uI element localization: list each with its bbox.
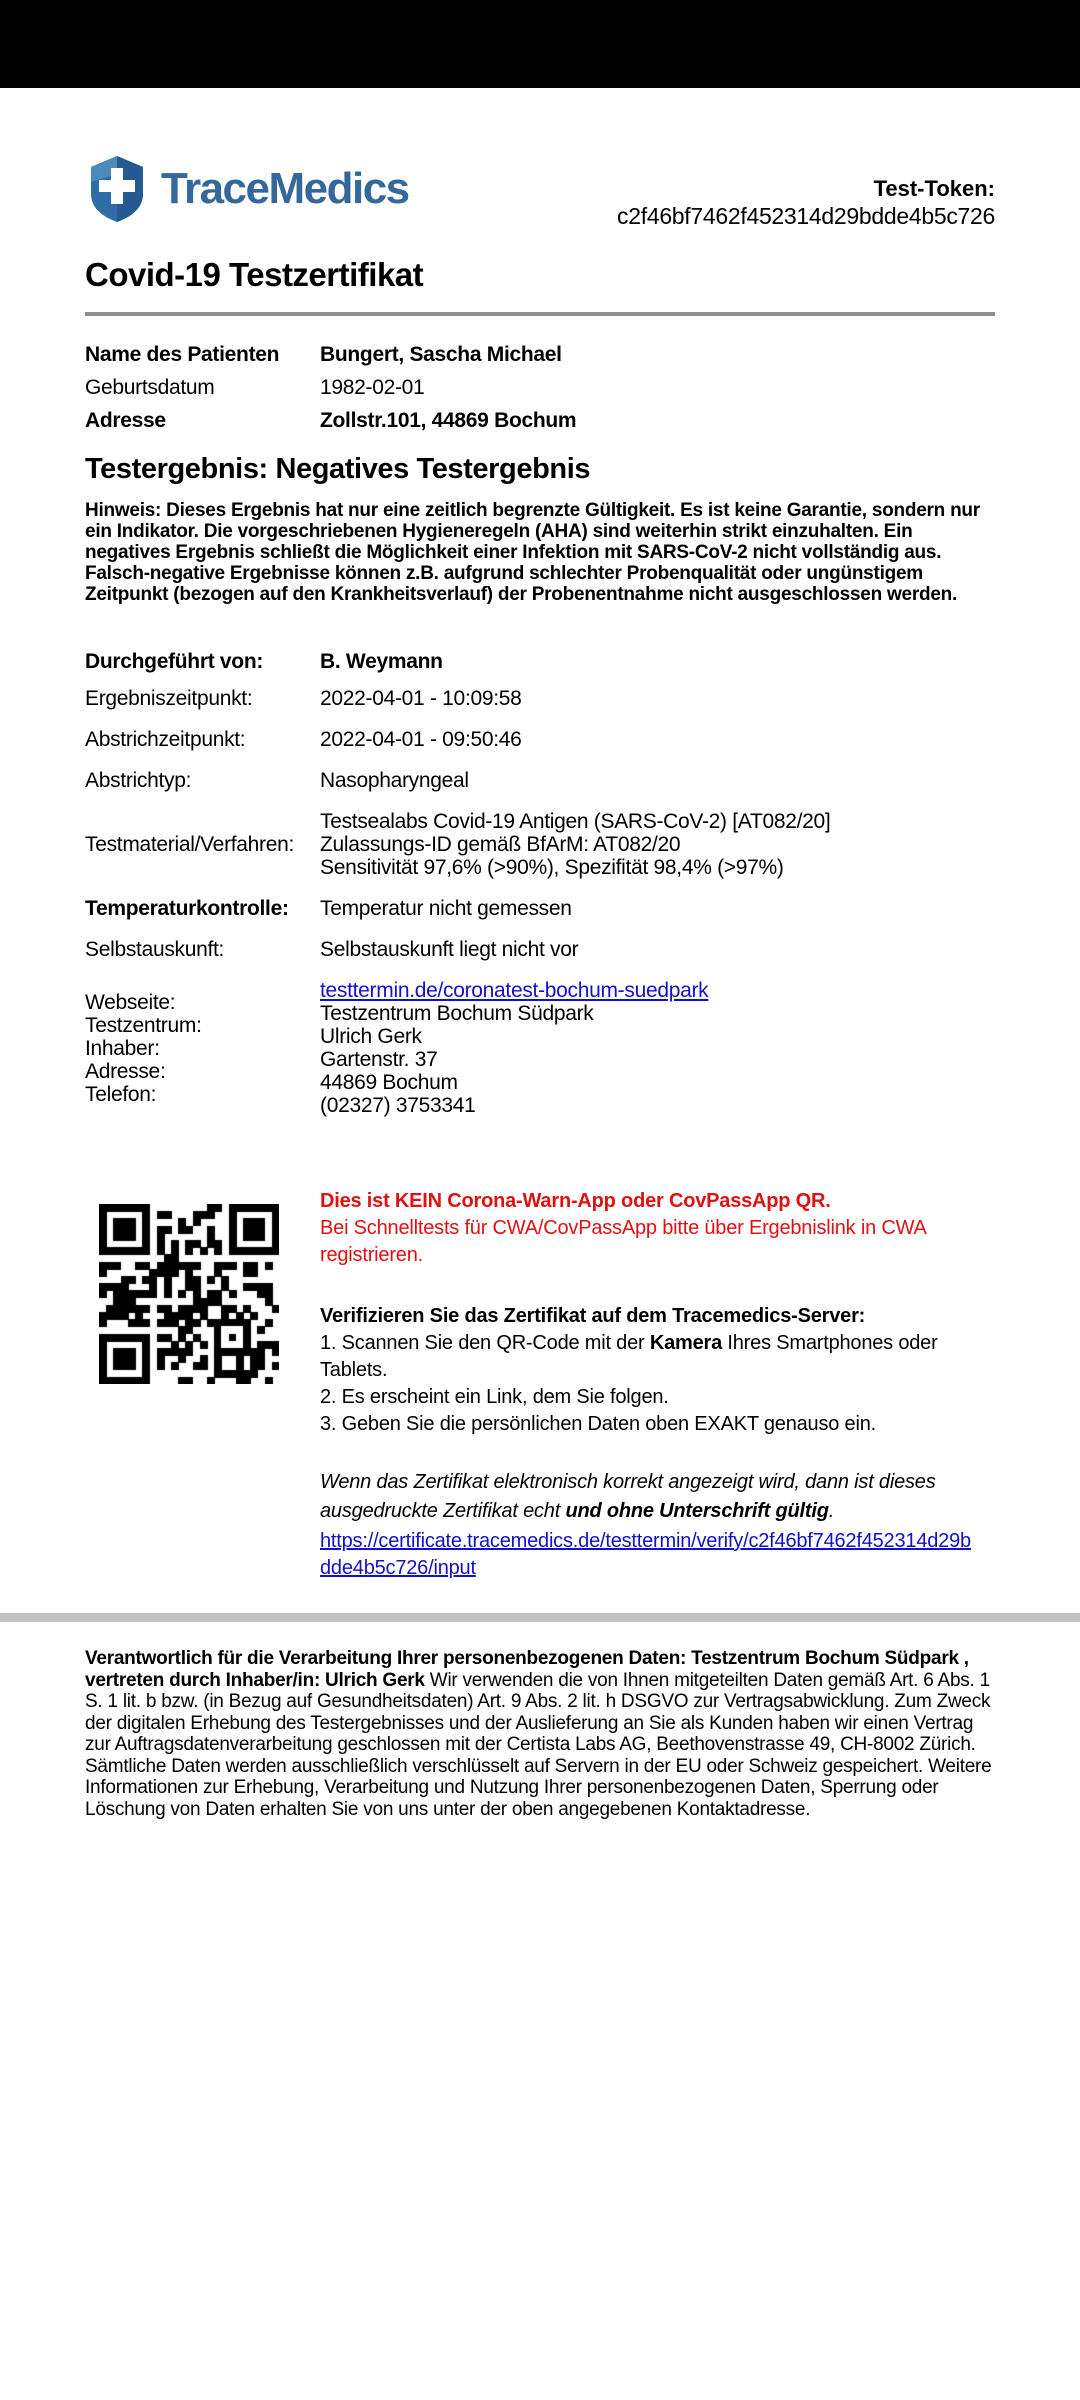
shield-cross-icon [85,154,149,224]
result-heading: Testergebnis: Negatives Testergebnis [85,453,591,485]
test-details-table [85,645,995,1126]
tracemedics-logo [85,154,409,224]
self-report-value: Selbstauskunft liegt nicht vor [320,938,579,961]
patient-table [85,338,995,437]
birthdate-value: 1982-02-01 [320,376,425,399]
testmaterial-line: Sensitivität 97,6% (>90%), Spezifität 98,4% (>97%) [320,856,784,879]
swab-type-label: Abstrichtyp: [85,769,192,792]
patient-name-label: Name des Patienten [85,343,280,366]
patient-name-value: Bungert, Sascha Michael [320,343,562,366]
table-row [85,645,995,678]
privacy-paragraph [85,1648,995,1820]
testmaterial-line: Testsealabs Covid-19 Antigen (SARS-CoV-2) [AT082/20] [320,810,831,833]
testmaterial-line: Zulassungs-ID gemäß BfArM: AT082/20 [320,833,681,856]
result-time-label: Ergebniszeitpunkt: [85,687,253,710]
swab-type-value: Nasopharyngeal [320,769,469,792]
hinweis-paragraph: Hinweis: Dieses Ergebnis hat nur eine zeitlich begrenzte Gültigkeit. Es ist keine Garantie, sondern nur ein Indikator. Die vorgeschriebenen Hygieneregeln (AHA) sind weiterhin strikt einzuhalten. Ein negatives Ergebnis schließt die Möglichkeit einer Infektion mit SARS-CoV-2 nicht vollständig aus. Falsch-negative Ergebnisse können z.B. aufgrund schlechter Probenqualität oder ungünstigem Zeitpunkt (bezogen auf den Krankheitsverlauf) der Probenentnahme nicht ausgeschlossen werden. [85,500,980,605]
table-row [85,929,995,970]
qr-instructions [320,1188,980,1582]
center-street: Gartenstr. 37 [320,1048,438,1071]
temperature-label: Temperaturkontrolle: [85,897,289,920]
table-row [85,801,995,888]
address-value: Zollstr.101, 44869 Bochum [320,409,577,432]
performed-by-value: B. Weymann [320,650,443,673]
brand-name: TraceMedics [161,164,409,213]
qr-warning-text: Bei Schnelltests für CWA/CovPassApp bitte über Ergebnislink in CWA registrieren. [320,1217,926,1266]
swab-time-label: Abstrichzeitpunkt: [85,728,246,751]
table-row [85,338,995,371]
table-row [85,678,995,719]
test-token-value: c2f46bf7462f452314d29bdde4b5c726 [617,203,995,229]
verify-step-1: 1. Scannen Sie den QR-Code mit der Kamera Ihres Smartphones oder Tablets. [320,1332,938,1381]
qr-warning-bold: Dies ist KEIN Corona-Warn-App oder CovPassApp QR. [320,1190,831,1212]
qr-code [99,1204,279,1389]
table-row [85,719,995,760]
testcenter-website-link[interactable]: testtermin.de/coronatest-bochum-suedpark [320,979,709,1002]
certificate-page [0,88,1080,1820]
testcenter-label: Testzentrum: [85,1013,202,1037]
center-address-label: Adresse: [85,1059,166,1083]
website-label: Webseite: [85,990,176,1014]
testmaterial-label: Testmaterial/Verfahren: [85,833,295,856]
table-row [85,888,995,929]
title-divider [85,312,995,316]
page-title: Covid-19 Testzertifikat [85,256,424,293]
performed-by-label: Durchgeführt von: [85,650,264,673]
swab-time-value: 2022-04-01 - 09:50:46 [320,728,522,751]
status-bar [0,0,1080,88]
test-token-block [617,176,995,230]
document-header [85,154,995,230]
self-report-label: Selbstauskunft: [85,938,225,961]
table-row [85,970,995,1126]
authenticity-note: Wenn das Zertifikat elektronisch korrekt angezeigt wird, dann ist dieses ausgedruckte Zertifikat echt und ohne Unterschrift gültig. [320,1471,936,1522]
qr-section [85,1188,995,1582]
testcenter-labels [85,991,320,1106]
table-row [85,371,995,404]
result-time-value: 2022-04-01 - 10:09:58 [320,687,522,710]
address-label: Adresse [85,409,166,432]
testmaterial-value [320,810,830,879]
phone-label: Telefon: [85,1082,157,1106]
privacy-responsible: Verantwortlich für die Verarbeitung Ihrer personenbezogenen Daten: Testzentrum Bochum Südpark , vertreten durch Inhaber/in: Ulrich Gerk [85,1648,969,1691]
table-row [85,404,995,437]
temperature-value: Temperatur nicht gemessen [320,897,572,920]
verify-url-link[interactable]: https://certificate.tracemedics.de/testtermin/verify/c2f46bf7462f452314d29bdde4b5c726/input [320,1530,971,1579]
testcenter-name: Testzentrum Bochum Südpark [320,1002,594,1025]
testcenter-values [320,979,708,1117]
owner-name: Ulrich Gerk [320,1025,422,1048]
center-phone: (02327) 3753341 [320,1094,476,1117]
center-city: 44869 Bochum [320,1071,458,1094]
verify-heading: Verifizieren Sie das Zertifikat auf dem Tracemedics-Server: [320,1305,866,1327]
owner-label: Inhaber: [85,1036,160,1060]
birthdate-label: Geburtsdatum [85,376,215,399]
qr-code-icon [99,1204,279,1384]
page-separator [0,1613,1080,1622]
verify-step-3: 3. Geben Sie die persönlichen Daten oben EXAKT genauso ein. [320,1413,877,1435]
privacy-text: Wir verwenden die von Ihnen mitgeteilten Daten gemäß Art. 6 Abs. 1 S. 1 lit. b bzw. (in Bezug auf Gesundheitsdaten) Art. 9 Abs. 2 lit. h DSGVO zur Vertragsabwicklung. Zum Zweck der digitalen Erhebung des Testergebnisses und der Auslieferung an Sie als Kunden haben wir einen Vertrag zur Auftragsdatenverarbeitung geschlossen mit der Certista Labs AG, Beethovenstrasse 49, CH-8002 Zürich. Sämtliche Daten werden ausschließlich verschlüsselt auf Servern in der EU oder Schweiz gespeichert. Weitere Informationen zur Erhebung, Verarbeitung und Nutzung Ihrer personenbezogenen Daten, Sperrung oder Löschung von Daten erhalten Sie von uns unter der oben angegebenen Kontaktadresse. [85,1669,992,1820]
verify-step-2: 2. Es erscheint ein Link, dem Sie folgen. [320,1386,669,1408]
table-row [85,760,995,801]
test-token-label: Test-Token: [873,176,995,201]
